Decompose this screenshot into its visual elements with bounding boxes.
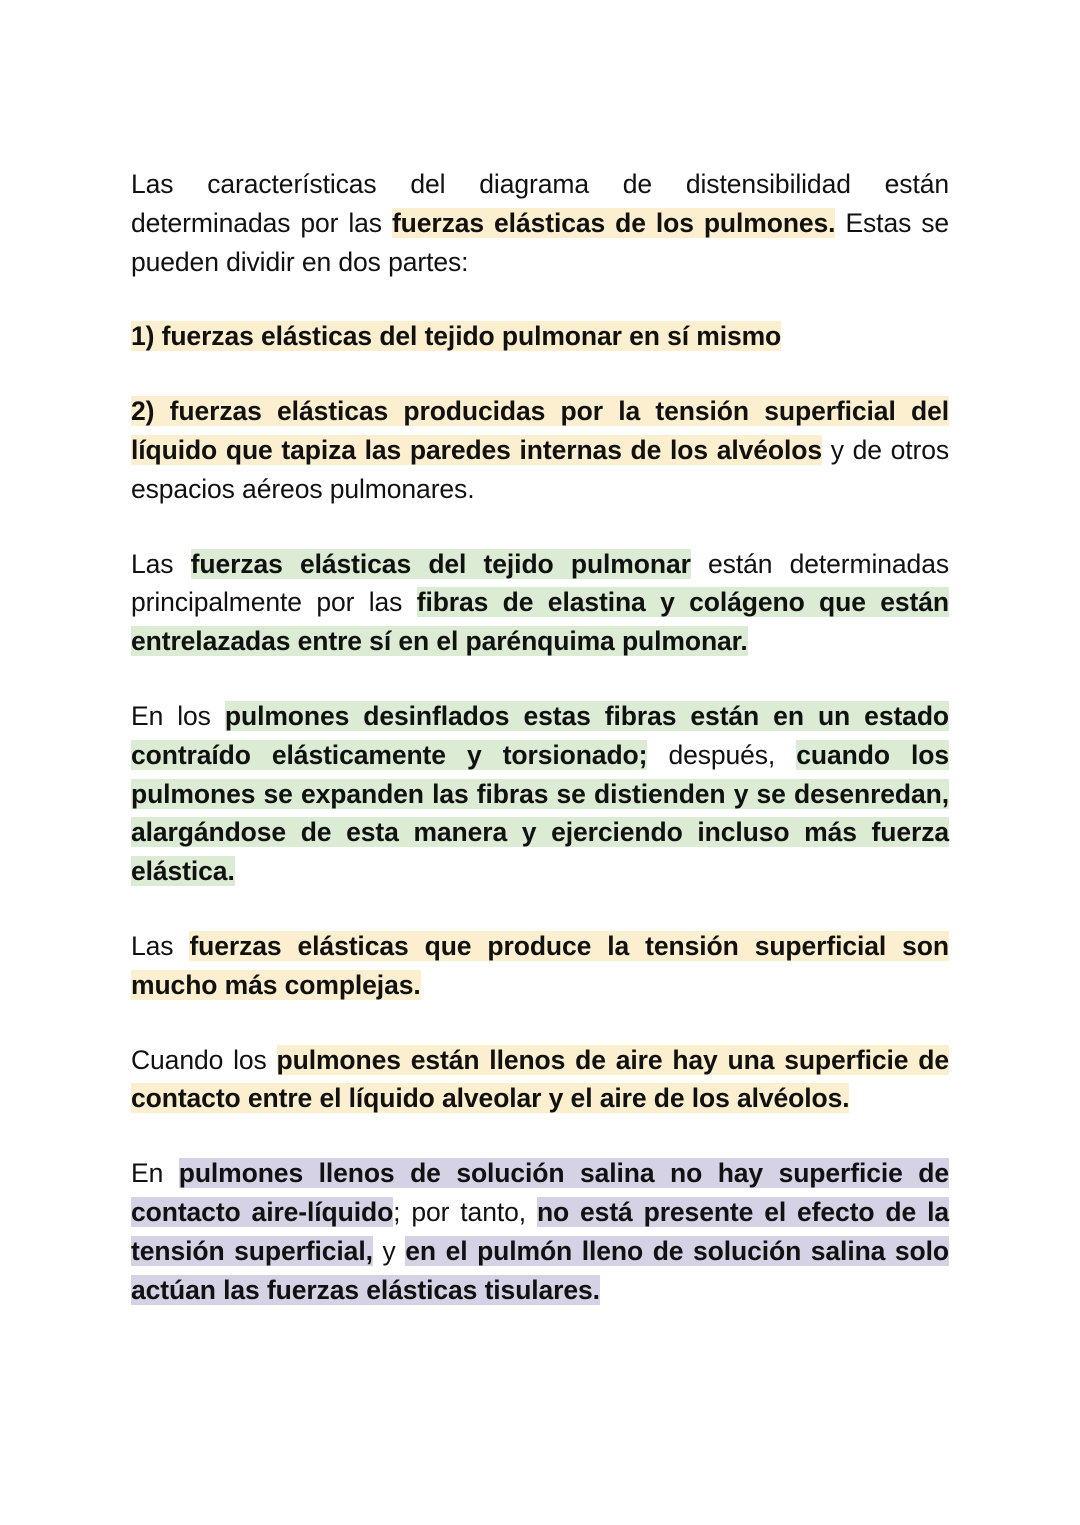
text-run: están determinadas principalmente por las [131, 548, 949, 618]
text-run: y de otros espacios aéreos pulmonares. [131, 434, 949, 504]
paragraph-2-list-item-1 [131, 317, 949, 356]
highlighted-text-run: fuerzas elásticas de los pulmones. [391, 207, 836, 238]
highlighted-text-run: en el pulmón lleno de solución salina solo actúan las fuerzas elásticas tisulares. [131, 1235, 949, 1305]
highlighted-text-run: cuando los pulmones se expanden las fibras se distienden y se desenredan, alargándose de esta manera y ejerciendo incluso más fuerza elástica. [131, 739, 949, 887]
paragraph-8 [131, 1154, 949, 1309]
highlighted-text-run: no está presente el efecto de la tensión superficial, [131, 1196, 949, 1266]
text-run: Estas se pueden dividir en dos partes: [131, 207, 950, 277]
paragraph-4 [131, 545, 949, 661]
paragraph-6 [131, 927, 949, 1005]
highlighted-text-run: 2) fuerzas elásticas producidas por la tensión superficial del líquido que tapiza las paredes internas de los alvéolos [131, 396, 949, 465]
paragraph-1 [131, 165, 949, 281]
highlighted-text-run: 1) fuerzas elásticas del tejido pulmonar en sí mismo [131, 321, 782, 352]
text-run: En [131, 1158, 179, 1189]
paragraph-3-list-item-2 [131, 392, 949, 508]
highlighted-text-run: pulmones llenos de solución salina no hay superficie de contacto aire-líquido [131, 1158, 950, 1227]
paragraph-5 [131, 697, 949, 891]
text-run: Las características del diagrama de distensibilidad están determinadas por las [131, 169, 949, 238]
text-run: y [372, 1235, 406, 1266]
highlighted-text-run: fuerzas elásticas del tejido pulmonar [190, 548, 691, 579]
highlighted-text-run: pulmones desinflados estas fibras están en un estado contraído elásticamente y torsionado; [131, 700, 949, 770]
text-run: Las [131, 930, 190, 961]
highlighted-text-run: fuerzas elásticas que produce la tensión superficial son mucho más complejas. [131, 930, 949, 1000]
text-run: después, [647, 739, 797, 770]
text-run: En los [131, 700, 225, 731]
document-body [131, 165, 949, 1309]
paragraph-7 [131, 1041, 949, 1119]
highlighted-text-run: fibras de elastina y colágeno que están entrelazadas entre sí en el parénquima pulmonar. [131, 587, 949, 657]
text-run: Cuando los [131, 1044, 277, 1075]
text-run: ; por tanto, [393, 1196, 537, 1227]
text-run: Las [131, 548, 191, 579]
highlighted-text-run: pulmones están llenos de aire hay una superficie de contacto entre el líquido alveolar y el aire de los alvéolos. [131, 1044, 949, 1114]
